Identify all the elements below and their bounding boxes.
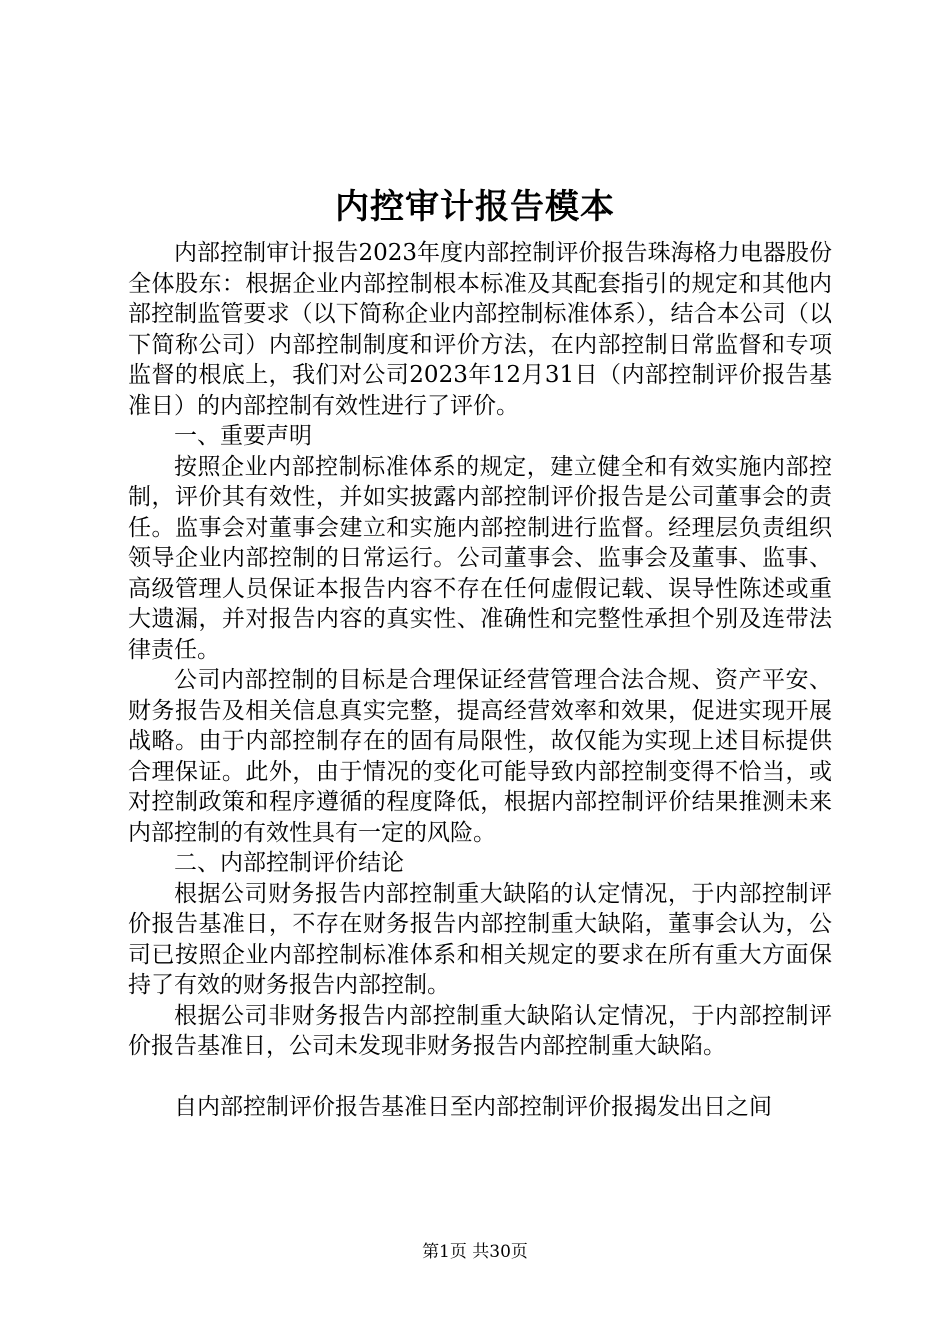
page-number-footer: 第1页 共30页 — [422, 1242, 528, 1262]
paragraph-conclusion-1: 根据公司财务报告内部控制重大缺陷的认定情况，于内部控制评价报告基准日，不存在财务报告内部控制重大缺陷，董事会认为，公司已按照企业内部控制标准体系和相关规定的要求在所有重大方面保持了有效的财务报告内部控制。 — [128, 880, 832, 998]
document-title: 内控审计报告模本 — [335, 187, 615, 227]
section-heading-important-statement: 一、重要声明 — [174, 423, 312, 449]
paragraph-statement-1: 按照企业内部控制标准体系的规定，建立健全和有效实施内部控制，评价其有效性，并如实披露内部控制评价报告是公司董事会的责任。监事会对董事会建立和实施内部控制进行监督。经理层负责组织领导企业内部控制的日常运行。公司董事会、监事会及董事、监事、高级管理人员保证本报告内容不存在任何虚假记载、误导性陈述或重大遗漏，并对报告内容的真实性、准确性和完整性承担个别及连带法律责任。 — [128, 453, 832, 663]
document-body — [128, 238, 832, 1122]
paragraph-statement-2: 公司内部控制的目标是合理保证经营管理合法合规、资产平安、财务报告及相关信息真实完整，提高经营效率和效果，促进实现开展战略。由于内部控制存在的固有局限性，故仅能为实现上述目标提供合理保证。此外，由于情况的变化可能导致内部控制变得不恰当，或对控制政策和程序遵循的程度降低，根据内部控制评价结果推测未来内部控制的有效性具有一定的风险。 — [128, 667, 832, 846]
paragraph-conclusion-2: 根据公司非财务报告内部控制重大缺陷认定情况，于内部控制评价报告基准日，公司未发现非财务报告内部控制重大缺陷。 — [128, 1002, 832, 1059]
paragraph-intro: 内部控制审计报告2023年度内部控制评价报告珠海格力电器股份全体股东：根据企业内部控制根本标准及其配套指引的规定和其他内部控制监管要求（以下简称企业内部控制标准体系），结合本公司（以下简称公司）内部控制制度和评价方法，在内部控制日常监督和专项监督的根底上，我们对公司2023年12月31日（内部控制评价报告基准日）的内部控制有效性进行了评价。 — [128, 240, 832, 419]
paragraph-continuation: 自内部控制评价报告基准日至内部控制评价报揭发出日之间 — [174, 1093, 772, 1120]
section-heading-conclusion: 二、内部控制评价结论 — [174, 850, 404, 876]
